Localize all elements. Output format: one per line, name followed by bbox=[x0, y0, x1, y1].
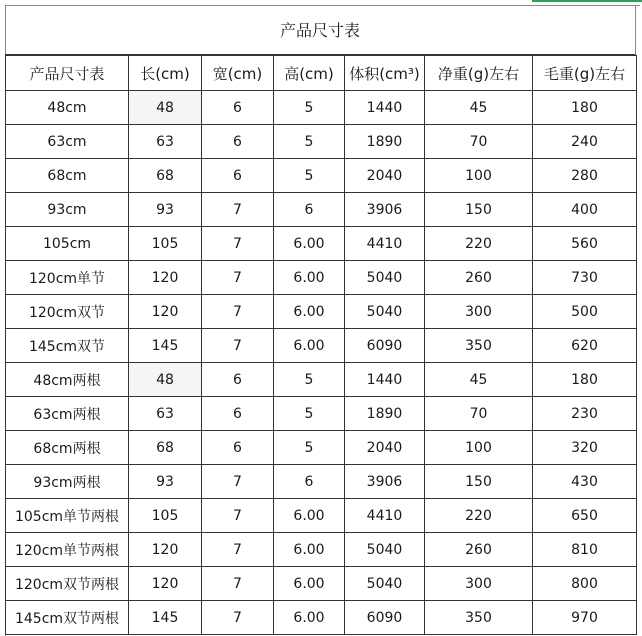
cell-length[interactable]: 93 bbox=[129, 193, 202, 227]
cell-product-size[interactable]: 120cm双节 bbox=[6, 295, 129, 329]
cell-gross-weight[interactable]: 970 bbox=[533, 601, 637, 635]
table-row bbox=[6, 363, 637, 397]
cell-width[interactable]: 7 bbox=[202, 227, 274, 261]
cell-product-size[interactable]: 93cm bbox=[6, 193, 129, 227]
cell-gross-weight[interactable]: 230 bbox=[533, 397, 637, 431]
cell-height[interactable]: 6.00 bbox=[274, 533, 345, 567]
table-row bbox=[6, 533, 637, 567]
cell-width[interactable]: 6 bbox=[202, 91, 274, 125]
cell-width[interactable]: 6 bbox=[202, 159, 274, 193]
cell-gross-weight[interactable]: 650 bbox=[533, 499, 637, 533]
cell-height[interactable]: 6.00 bbox=[274, 499, 345, 533]
table-row bbox=[6, 601, 637, 635]
cell-height[interactable]: 6.00 bbox=[274, 601, 345, 635]
cell-net-weight[interactable]: 45 bbox=[425, 363, 533, 397]
table-row bbox=[6, 567, 637, 601]
cell-length[interactable]: 145 bbox=[129, 329, 202, 363]
cell-product-size[interactable]: 120cm单节 bbox=[6, 261, 129, 295]
cell-width[interactable]: 6 bbox=[202, 397, 274, 431]
cell-gross-weight[interactable]: 500 bbox=[533, 295, 637, 329]
cell-length[interactable]: 145 bbox=[129, 601, 202, 635]
cell-volume[interactable]: 1890 bbox=[345, 125, 425, 159]
cell-height[interactable]: 6.00 bbox=[274, 295, 345, 329]
cell-net-weight[interactable]: 70 bbox=[425, 397, 533, 431]
cell-gross-weight[interactable]: 560 bbox=[533, 227, 637, 261]
cell-product-size[interactable]: 145cm双节两根 bbox=[6, 601, 129, 635]
cell-width[interactable]: 7 bbox=[202, 193, 274, 227]
cell-net-weight[interactable]: 150 bbox=[425, 465, 533, 499]
cell-height[interactable]: 6 bbox=[274, 193, 345, 227]
cell-gross-weight[interactable]: 800 bbox=[533, 567, 637, 601]
cell-height[interactable]: 5 bbox=[274, 159, 345, 193]
cell-volume[interactable]: 5040 bbox=[345, 295, 425, 329]
cell-net-weight[interactable]: 300 bbox=[425, 295, 533, 329]
cell-net-weight[interactable]: 70 bbox=[425, 125, 533, 159]
cell-net-weight[interactable]: 45 bbox=[425, 91, 533, 125]
cell-volume[interactable]: 4410 bbox=[345, 227, 425, 261]
cell-width[interactable]: 7 bbox=[202, 533, 274, 567]
header-width[interactable]: 宽(cm) bbox=[202, 56, 274, 91]
cell-height[interactable]: 6.00 bbox=[274, 227, 345, 261]
header-gross-weight[interactable]: 毛重(g)左右 bbox=[533, 56, 637, 91]
header-length[interactable]: 长(cm) bbox=[129, 56, 202, 91]
cell-product-size[interactable]: 120cm单节两根 bbox=[6, 533, 129, 567]
cell-net-weight[interactable]: 220 bbox=[425, 227, 533, 261]
cell-volume[interactable]: 1440 bbox=[345, 91, 425, 125]
cell-length[interactable]: 48 bbox=[129, 91, 202, 125]
cell-product-size[interactable]: 63cm bbox=[6, 125, 129, 159]
cell-width[interactable]: 7 bbox=[202, 499, 274, 533]
cell-length[interactable]: 68 bbox=[129, 159, 202, 193]
cell-width[interactable]: 7 bbox=[202, 601, 274, 635]
cell-net-weight[interactable]: 150 bbox=[425, 193, 533, 227]
cell-width[interactable]: 6 bbox=[202, 125, 274, 159]
cell-volume[interactable]: 3906 bbox=[345, 465, 425, 499]
cell-volume[interactable]: 5040 bbox=[345, 533, 425, 567]
cell-volume[interactable]: 6090 bbox=[345, 329, 425, 363]
cell-net-weight[interactable]: 260 bbox=[425, 533, 533, 567]
cell-length[interactable]: 93 bbox=[129, 465, 202, 499]
cell-net-weight[interactable]: 350 bbox=[425, 329, 533, 363]
cell-net-weight[interactable]: 100 bbox=[425, 431, 533, 465]
table-row bbox=[6, 125, 637, 159]
table-row bbox=[6, 465, 637, 499]
cell-width[interactable]: 6 bbox=[202, 363, 274, 397]
table-title: 产品尺寸表 bbox=[5, 5, 636, 55]
cell-net-weight[interactable]: 220 bbox=[425, 499, 533, 533]
cell-height[interactable]: 5 bbox=[274, 125, 345, 159]
header-product-size[interactable]: 产品尺寸表 bbox=[6, 56, 129, 91]
table-row bbox=[6, 431, 637, 465]
cell-volume[interactable]: 1890 bbox=[345, 397, 425, 431]
cell-product-size[interactable]: 48cm两根 bbox=[6, 363, 129, 397]
cell-product-size[interactable]: 145cm双节 bbox=[6, 329, 129, 363]
cell-length[interactable]: 105 bbox=[129, 227, 202, 261]
cell-height[interactable]: 5 bbox=[274, 397, 345, 431]
cell-product-size[interactable]: 68cm两根 bbox=[6, 431, 129, 465]
cell-length[interactable]: 120 bbox=[129, 261, 202, 295]
cell-net-weight[interactable]: 260 bbox=[425, 261, 533, 295]
cell-gross-weight[interactable]: 400 bbox=[533, 193, 637, 227]
cell-volume[interactable]: 4410 bbox=[345, 499, 425, 533]
cell-volume[interactable]: 5040 bbox=[345, 567, 425, 601]
cell-gross-weight[interactable]: 320 bbox=[533, 431, 637, 465]
cell-gross-weight[interactable]: 280 bbox=[533, 159, 637, 193]
header-height[interactable]: 高(cm) bbox=[274, 56, 345, 91]
cell-gross-weight[interactable]: 810 bbox=[533, 533, 637, 567]
cell-gross-weight[interactable]: 730 bbox=[533, 261, 637, 295]
cell-length[interactable]: 63 bbox=[129, 125, 202, 159]
cell-length[interactable]: 120 bbox=[129, 533, 202, 567]
cell-product-size[interactable]: 105cm bbox=[6, 227, 129, 261]
table-body bbox=[6, 91, 637, 635]
cell-volume[interactable]: 5040 bbox=[345, 261, 425, 295]
cell-net-weight[interactable]: 100 bbox=[425, 159, 533, 193]
cell-volume[interactable]: 2040 bbox=[345, 431, 425, 465]
cell-net-weight[interactable]: 350 bbox=[425, 601, 533, 635]
cell-width[interactable]: 7 bbox=[202, 465, 274, 499]
cell-length[interactable]: 120 bbox=[129, 567, 202, 601]
cell-product-size[interactable]: 105cm单节两根 bbox=[6, 499, 129, 533]
cell-length[interactable]: 68 bbox=[129, 431, 202, 465]
cell-width[interactable]: 6 bbox=[202, 431, 274, 465]
table-row bbox=[6, 261, 637, 295]
cell-height[interactable]: 6.00 bbox=[274, 261, 345, 295]
header-row bbox=[6, 56, 637, 91]
cell-length[interactable]: 63 bbox=[129, 397, 202, 431]
cell-gross-weight[interactable]: 620 bbox=[533, 329, 637, 363]
cell-product-size[interactable]: 93cm两根 bbox=[6, 465, 129, 499]
table-row bbox=[6, 397, 637, 431]
cell-length[interactable]: 120 bbox=[129, 295, 202, 329]
cell-height[interactable]: 6.00 bbox=[274, 329, 345, 363]
table-row bbox=[6, 159, 637, 193]
active-cell-indicator bbox=[532, 0, 642, 2]
cell-volume[interactable]: 3906 bbox=[345, 193, 425, 227]
cell-gross-weight[interactable]: 180 bbox=[533, 363, 637, 397]
cell-width[interactable]: 7 bbox=[202, 295, 274, 329]
header-volume[interactable]: 体积(cm³) bbox=[345, 56, 425, 91]
cell-height[interactable]: 5 bbox=[274, 91, 345, 125]
cell-net-weight[interactable]: 300 bbox=[425, 567, 533, 601]
cell-product-size[interactable]: 68cm bbox=[6, 159, 129, 193]
cell-length[interactable]: 105 bbox=[129, 499, 202, 533]
header-net-weight[interactable]: 净重(g)左右 bbox=[425, 56, 533, 91]
cell-product-size[interactable]: 120cm双节两根 bbox=[6, 567, 129, 601]
cell-product-size[interactable]: 63cm两根 bbox=[6, 397, 129, 431]
cell-gross-weight[interactable]: 240 bbox=[533, 125, 637, 159]
cell-width[interactable]: 7 bbox=[202, 261, 274, 295]
cell-length[interactable]: 48 bbox=[129, 363, 202, 397]
cell-gross-weight[interactable]: 180 bbox=[533, 91, 637, 125]
table-row bbox=[6, 295, 637, 329]
cell-height[interactable]: 6.00 bbox=[274, 567, 345, 601]
table-row bbox=[6, 499, 637, 533]
cell-volume[interactable]: 6090 bbox=[345, 601, 425, 635]
cell-gross-weight[interactable]: 430 bbox=[533, 465, 637, 499]
table-row bbox=[6, 227, 637, 261]
cell-volume[interactable]: 2040 bbox=[345, 159, 425, 193]
size-table bbox=[5, 55, 637, 635]
table-row bbox=[6, 91, 637, 125]
table-row bbox=[6, 193, 637, 227]
cell-volume[interactable]: 1440 bbox=[345, 363, 425, 397]
cell-product-size[interactable]: 48cm bbox=[6, 91, 129, 125]
cell-height[interactable]: 5 bbox=[274, 363, 345, 397]
table-row bbox=[6, 329, 637, 363]
cell-width[interactable]: 7 bbox=[202, 567, 274, 601]
cell-height[interactable]: 6 bbox=[274, 465, 345, 499]
cell-width[interactable]: 7 bbox=[202, 329, 274, 363]
cell-height[interactable]: 5 bbox=[274, 431, 345, 465]
